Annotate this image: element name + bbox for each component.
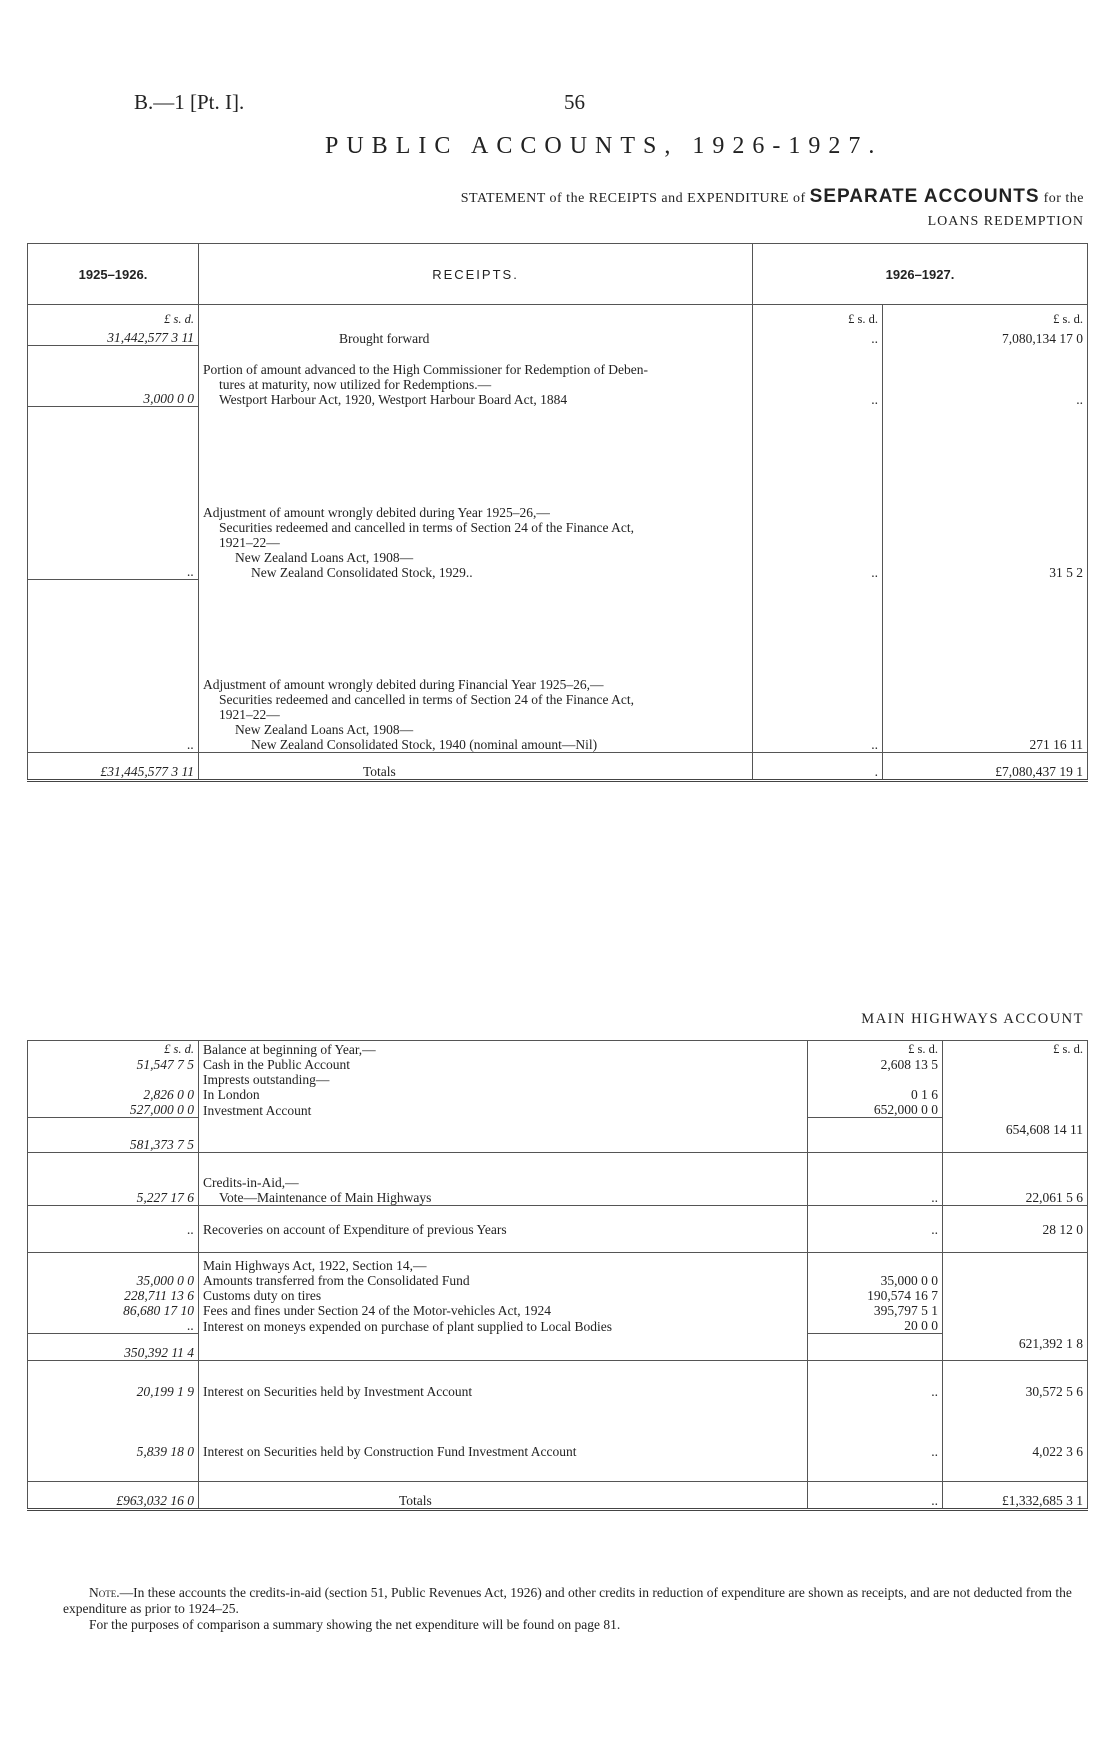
stock1929-sub: .. [753, 407, 883, 580]
customs-label: Customs duty on tires [199, 1288, 808, 1303]
note-text-2: For the purposes of comparison a summary showing the net expenditure will be found on page 81. [89, 1617, 621, 1632]
statement-suffix: for the [1043, 191, 1084, 206]
totals-label: Totals [199, 753, 753, 781]
totals-sub: . [753, 753, 883, 781]
statement-heading [461, 186, 1084, 208]
interest-plant-label: Interest on moneys expended on purchase of plant supplied to Local Bodies [199, 1318, 808, 1334]
main-highways-title: MAIN HIGHWAYS ACCOUNT [861, 1011, 1084, 1027]
interest-construction-total: 4,022 3 6 [943, 1421, 1088, 1482]
totals-prev: £31,445,577 3 11 [28, 753, 199, 781]
recoveries-sub: .. [808, 1206, 943, 1253]
page-title: PUBLIC ACCOUNTS, 1926-1927. [325, 133, 883, 159]
westport-line-2: tures at maturity, now utilized for Redemptions.— [219, 376, 492, 392]
stock1940-line-3: 1921–22— [219, 707, 280, 722]
recoveries-total: 28 12 0 [943, 1206, 1088, 1253]
interest-construction-label: Interest on Securities held by Construction Fund Investment Account [199, 1421, 808, 1482]
col-header-prev-year: 1925–1926. [28, 244, 199, 305]
consolidated-sub: 35,000 0 0 [808, 1273, 943, 1288]
brought-forward-total: 7,080,134 17 0 [883, 327, 1088, 346]
london-prev: 2,826 0 0 [28, 1087, 199, 1102]
customs-sub: 190,574 16 7 [808, 1288, 943, 1303]
consolidated-label: Amounts transferred from the Consolidated Fund [199, 1273, 808, 1288]
stock1929-total: 31 5 2 [883, 407, 1088, 580]
recoveries-prev: .. [28, 1206, 199, 1253]
investment-prev: 527,000 0 0 [28, 1102, 199, 1118]
customs-prev: 228,711 13 6 [28, 1288, 199, 1303]
document-reference: B.—1 [Pt. I]. [134, 90, 245, 114]
balance-total: 654,608 14 11 [943, 1118, 1088, 1153]
recoveries-label: Recoveries on account of Expenditure of previous Years [199, 1206, 808, 1253]
stock1929-line-4: New Zealand Loans Act, 1908— [235, 549, 414, 565]
london-sub: 0 1 6 [808, 1087, 943, 1102]
mh-unit-sub: £ s. d. [808, 1041, 943, 1058]
loans-redemption-table [27, 243, 1088, 782]
interest-investment-prev: 20,199 1 9 [28, 1361, 199, 1422]
page-number: 56 [564, 90, 585, 114]
stock1940-sub: .. [753, 580, 883, 753]
interest-construction-sub: .. [808, 1421, 943, 1482]
note-label: Note. [89, 1585, 120, 1600]
brought-forward-label: Brought forward [199, 327, 753, 346]
interest-plant-sub: 20 0 0 [808, 1318, 943, 1334]
col-header-current-year: 1926–1927. [753, 244, 1088, 305]
fees-label: Fees and fines under Section 24 of the Motor-vehicles Act, 1924 [199, 1303, 808, 1318]
statement-prefix: STATEMENT of the RECEIPTS and EXPENDITURE of [460, 191, 806, 206]
interest-investment-sub: .. [808, 1361, 943, 1422]
credits-sub: .. [808, 1153, 943, 1206]
brought-forward-prev: 31,442,577 3 11 [28, 327, 199, 346]
westport-prev: 3,000 0 0 [28, 346, 199, 407]
section-subtitle: LOANS REDEMPTION [927, 214, 1084, 229]
stock1929-prev: .. [28, 407, 199, 580]
footnote [63, 1585, 1103, 1633]
mh-totals-total: £1,332,685 3 1 [943, 1482, 1088, 1510]
balance-prev-subtotal: 581,373 7 5 [28, 1118, 199, 1153]
main-highways-table [27, 1040, 1088, 1511]
interest-investment-label: Interest on Securities held by Investment Account [199, 1361, 808, 1422]
unit-sub: £ s. d. [753, 305, 883, 328]
stock1940-line-2: Securities redeemed and cancelled in terms of Section 24 of the Finance Act, [219, 692, 634, 707]
credits-prev: 5,227 17 6 [28, 1153, 199, 1206]
investment-label: Investment Account [199, 1102, 808, 1118]
cash-prev: 51,547 7 5 [28, 1057, 199, 1072]
stock1929-line-2: Securities redeemed and cancelled in terms of Section 24 of the Finance Act, [219, 519, 634, 535]
credits-label: Vote—Maintenance of Main Highways [219, 1190, 432, 1205]
mh-act-heading: Main Highways Act, 1922, Section 14,— [199, 1253, 808, 1274]
mh-unit-prev: £ s. d. [28, 1041, 199, 1058]
stock1940-line-4: New Zealand Loans Act, 1908— [235, 722, 414, 737]
unit-prev: £ s. d. [28, 305, 199, 328]
london-label: In London [199, 1087, 808, 1102]
unit-total: £ s. d. [883, 305, 1088, 328]
brought-forward-sub: .. [753, 327, 883, 346]
stock1940-total: 271 16 11 [883, 580, 1088, 753]
mh-totals-prev: £963,032 16 0 [28, 1482, 199, 1510]
cash-sub: 2,608 13 5 [808, 1057, 943, 1072]
consolidated-prev: 35,000 0 0 [28, 1273, 199, 1288]
westport-sub: .. [753, 346, 883, 407]
totals-total: £7,080,437 19 1 [883, 753, 1088, 781]
westport-line-1: Portion of amount advanced to the High Commissioner for Redemption of Deben- [203, 361, 649, 377]
interest-construction-prev: 5,839 18 0 [28, 1421, 199, 1482]
credits-total: 22,061 5 6 [943, 1153, 1088, 1206]
fees-prev: 86,680 17 10 [28, 1303, 199, 1318]
credits-heading: Credits-in-Aid,— [203, 1175, 299, 1190]
fees-sub: 395,797 5 1 [808, 1303, 943, 1318]
stock1940-prev: .. [28, 580, 199, 753]
interest-plant-prev: .. [28, 1318, 199, 1334]
interest-investment-total: 30,572 5 6 [943, 1361, 1088, 1422]
statement-bold: SEPARATE ACCOUNTS [809, 186, 1040, 207]
col-header-receipts: RECEIPTS. [199, 244, 753, 305]
investment-sub: 652,000 0 0 [808, 1102, 943, 1118]
stock1940-line-1: Adjustment of amount wrongly debited during Financial Year 1925–26,— [203, 677, 604, 692]
cash-label: Cash in the Public Account [199, 1057, 808, 1072]
stock1940-line-5: New Zealand Consolidated Stock, 1940 (nominal amount—Nil) [251, 737, 598, 752]
note-text-1: —In these accounts the credits-in-aid (section 51, Public Revenues Act, 1926) and other credits in reduction of expenditure are shown as receipts, and are not deducted from the expenditure as prior to 1924–25. [63, 1585, 1072, 1616]
mh-act-total: 621,392 1 8 [943, 1334, 1088, 1361]
westport-total: .. [883, 346, 1088, 407]
stock1929-line-1: Adjustment of amount wrongly debited during Year 1925–26,— [203, 504, 550, 520]
mh-act-prev-subtotal: 350,392 11 4 [28, 1334, 199, 1361]
imprests-label: Imprests outstanding— [199, 1072, 808, 1087]
balance-heading: Balance at beginning of Year,— [199, 1041, 808, 1058]
mh-totals-sub: .. [808, 1482, 943, 1510]
stock1929-line-3: 1921–22— [219, 534, 280, 550]
mh-unit-total: £ s. d. [943, 1041, 1088, 1058]
stock1929-line-5: New Zealand Consolidated Stock, 1929.. [251, 564, 473, 580]
westport-line-3: Westport Harbour Act, 1920, Westport Harbour Board Act, 1884 [219, 391, 568, 407]
mh-totals-label: Totals [199, 1482, 808, 1510]
